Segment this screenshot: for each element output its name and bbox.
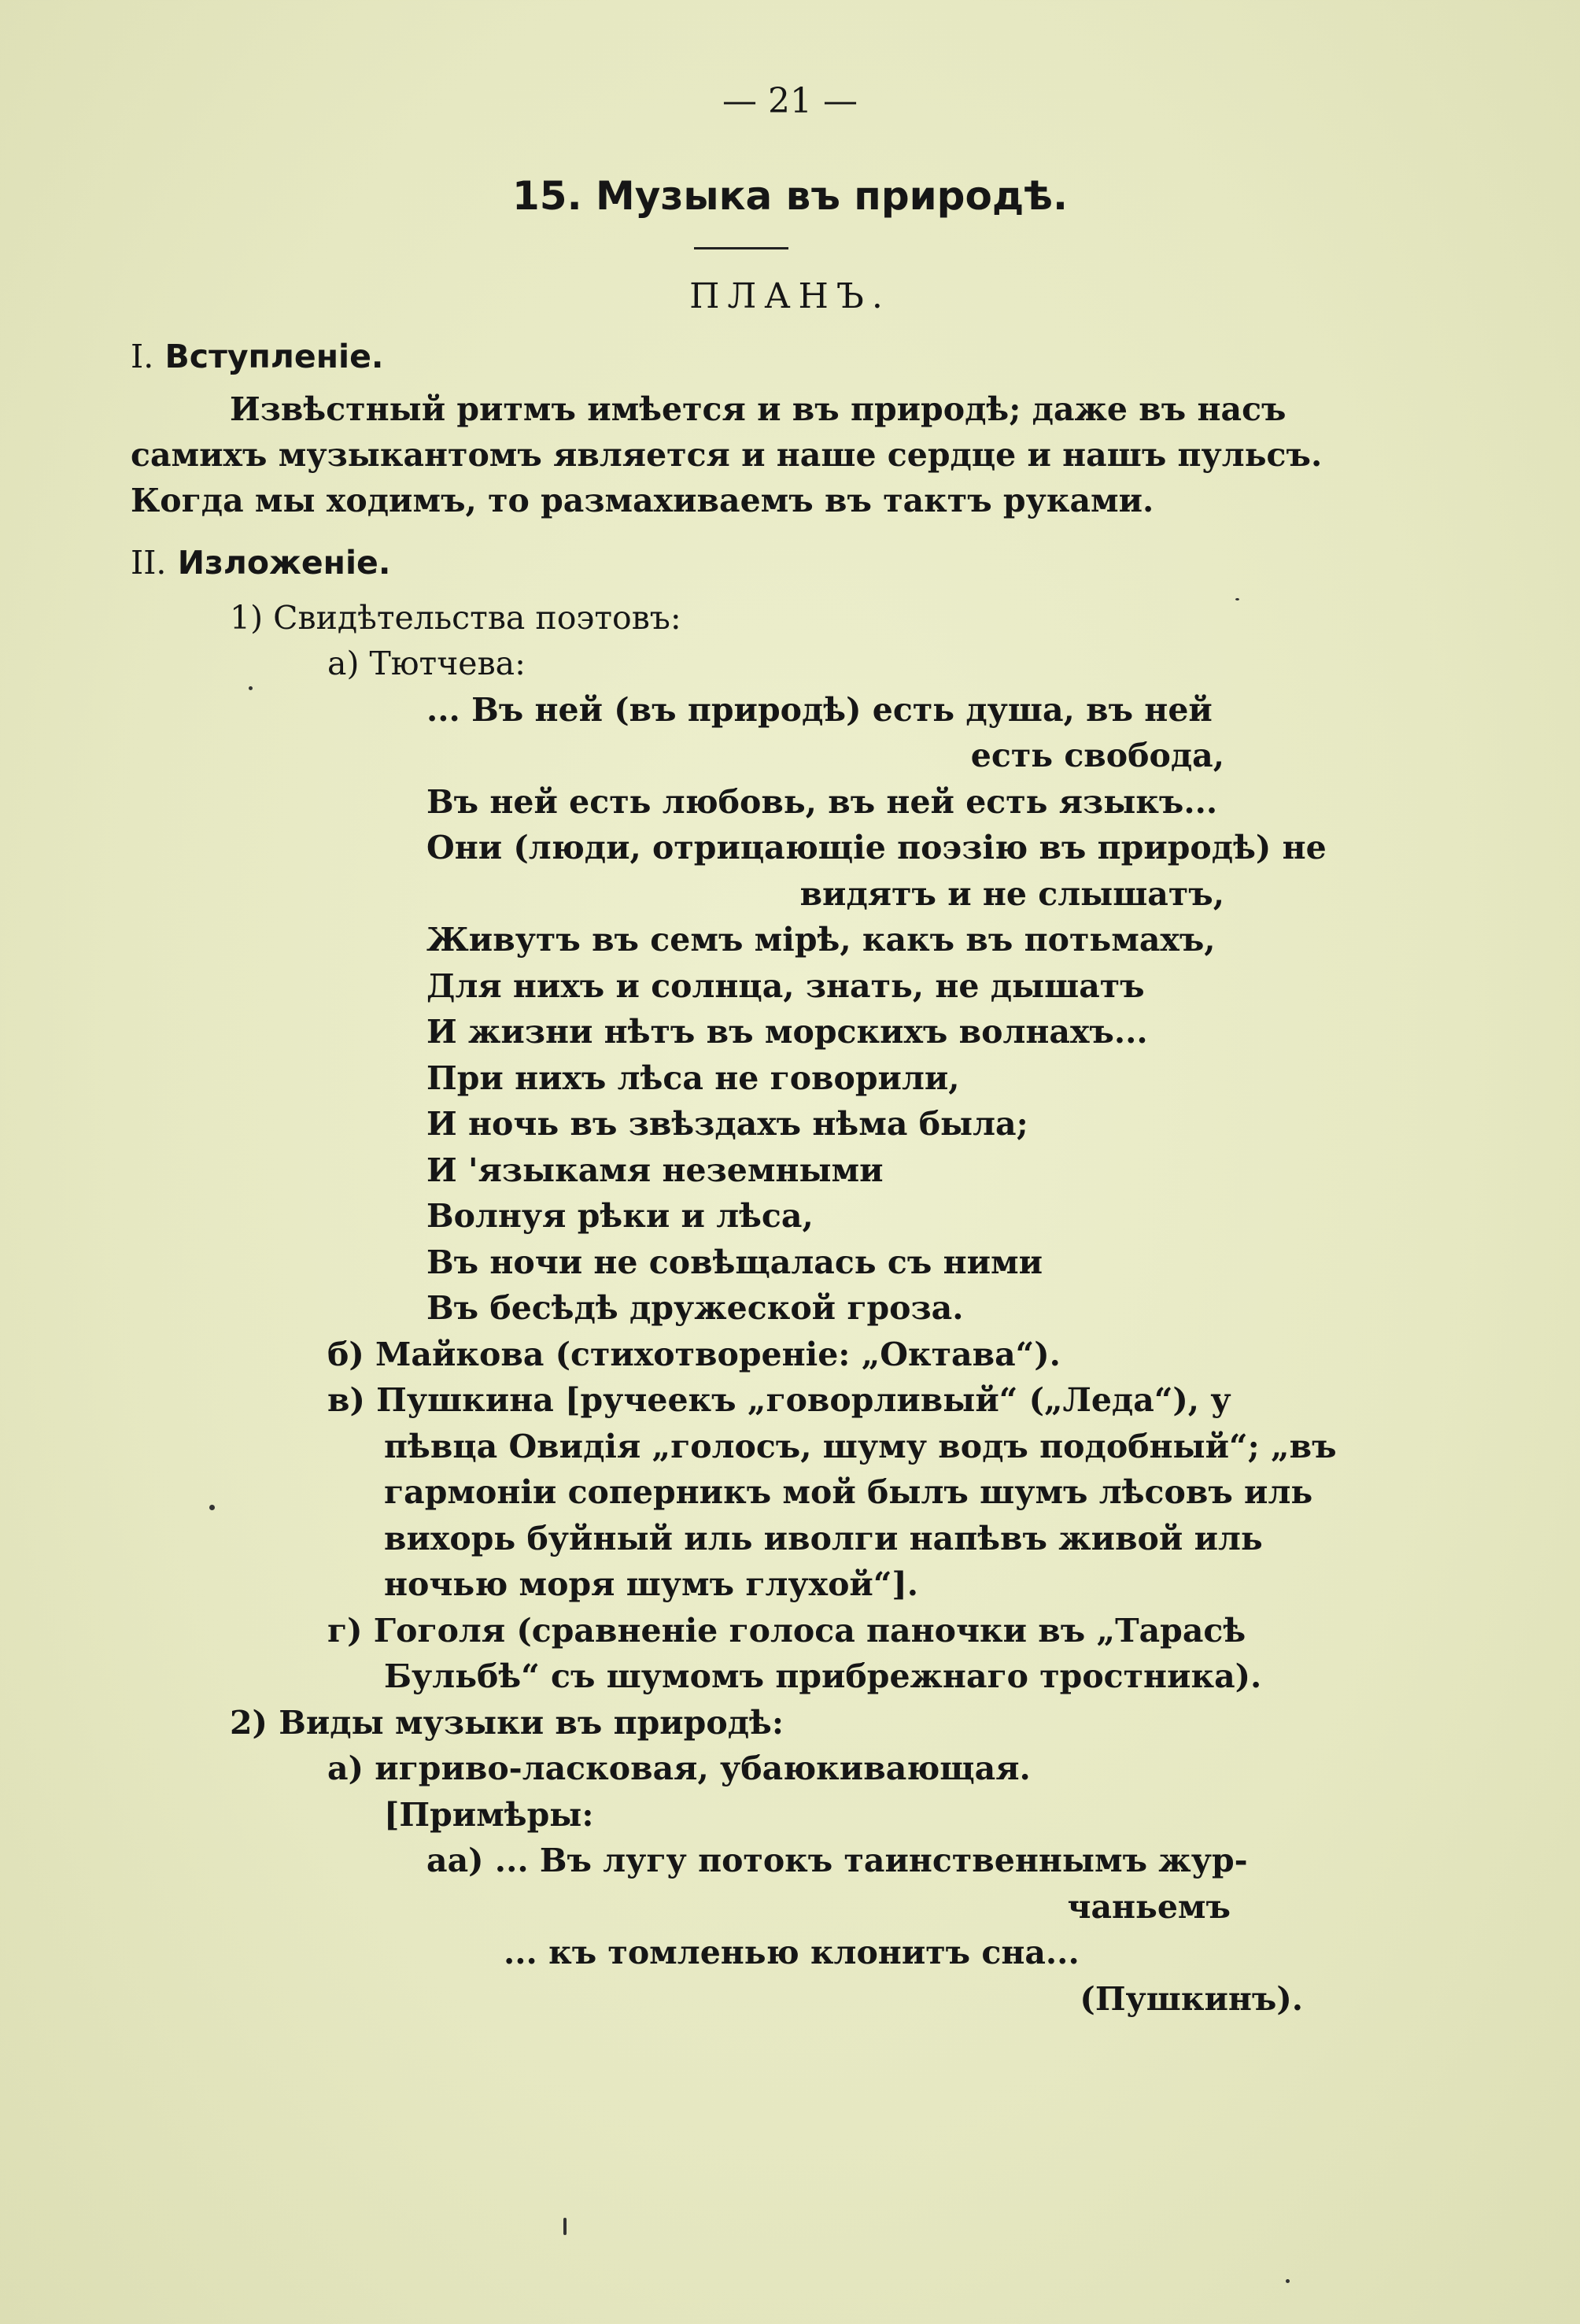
paper-speck	[1235, 598, 1239, 600]
poem-line: Они (люди, отрицающіе поэзію въ природѣ) не	[426, 829, 1327, 866]
poem-line: Живутъ въ семъ мірѣ, какъ въ потьмахъ,	[426, 921, 1216, 959]
examples-label: [Примѣры:	[384, 1796, 594, 1834]
poem-line: Для нихъ и солнца, знать, не дышатъ	[426, 967, 1145, 1005]
intro-line-2: самихъ музыкантомъ является и наше сердце и нашъ пульсъ.	[131, 436, 1323, 474]
example-aa-line: ... къ томленью клонитъ сна...	[504, 1934, 1080, 1971]
item-1g-line: Бульбѣ“ съ шумомъ прибрежнаго тростника).	[384, 1657, 1262, 1695]
section1-number: I.	[131, 338, 154, 375]
intro-line-3: Когда мы ходимъ, то размахиваемъ въ тактъ руками.	[131, 482, 1154, 519]
section2-number: II.	[131, 544, 167, 582]
item-1b: б) Майкова (стихотвореніе: „Октава“).	[327, 1336, 1061, 1373]
poem-line: И 'языкамя неземными	[426, 1151, 884, 1189]
example-aa-author: (Пушкинъ).	[1080, 1980, 1303, 2018]
paper-speck	[563, 2218, 567, 2235]
plan-heading: ПЛАНЪ.	[689, 276, 891, 316]
section2-heading	[131, 543, 390, 582]
item-1v-line: гармоніи соперникъ мой былъ шумъ лѣсовъ иль	[384, 1473, 1313, 1511]
poem-line: И ночь въ звѣздахъ нѣма была;	[426, 1105, 1028, 1143]
poem-line: ... Въ ней (въ природѣ) есть душа, въ ней	[426, 691, 1213, 729]
section2-title: Изложеніе.	[177, 544, 391, 582]
item-2a: а) игриво-ласковая, убаюкивающая.	[327, 1749, 1031, 1787]
item-1v-line: вихорь буйный иль иволги напѣвъ живой иль	[384, 1520, 1263, 1557]
poem-line: Волнуя рѣки и лѣса,	[426, 1197, 814, 1235]
poem-line: есть свобода,	[970, 737, 1224, 774]
item-1: 1) Свидѣтельства поэтовъ:	[230, 599, 681, 637]
chapter-title: 15. Музыка въ природѣ.	[512, 173, 1068, 219]
poem-line: Въ ней есть любовь, въ ней есть языкъ...	[426, 783, 1218, 821]
item-1a: а) Тютчева:	[327, 645, 526, 682]
item-1v-line: ночью моря шумъ глухой“].	[384, 1565, 919, 1603]
page-number: — 21 —	[722, 81, 858, 121]
poem-line: Въ бесѣдѣ дружеской гроза.	[426, 1289, 964, 1327]
item-1v-line: пѣвца Овидія „голосъ, шуму водъ подобный“; „въ	[384, 1428, 1337, 1465]
example-aa-line: чаньемъ	[1067, 1888, 1231, 1926]
section1-heading	[131, 337, 384, 376]
paper-speck	[249, 686, 253, 690]
section1-title: Вступленіе.	[164, 338, 384, 375]
item-2: 2) Виды музыки въ природѣ:	[230, 1704, 784, 1742]
poem-line: При нихъ лѣса не говорили,	[426, 1059, 960, 1097]
item-1g-line: г) Гоголя (сравненіе голоса паночки въ „Тарасѣ	[327, 1612, 1246, 1650]
poem-line: видятъ и не слышатъ,	[799, 875, 1224, 913]
poem-line: И жизни нѣтъ въ морскихъ волнахъ...	[426, 1013, 1148, 1051]
paper-speck	[209, 1505, 215, 1510]
item-1v-line: в) Пушкина [ручеекъ „говорливый“ („Леда“), у	[327, 1381, 1231, 1419]
intro-line-1: Извѣстный ритмъ имѣется и въ природѣ; даже въ насъ	[230, 390, 1287, 428]
title-divider	[694, 247, 788, 249]
example-aa-line: аа) ... Въ лугу потокъ таинственнымъ жур-	[426, 1842, 1248, 1879]
paper-speck	[1286, 2279, 1290, 2283]
poem-line: Въ ночи не совѣщалась съ ними	[426, 1243, 1043, 1281]
